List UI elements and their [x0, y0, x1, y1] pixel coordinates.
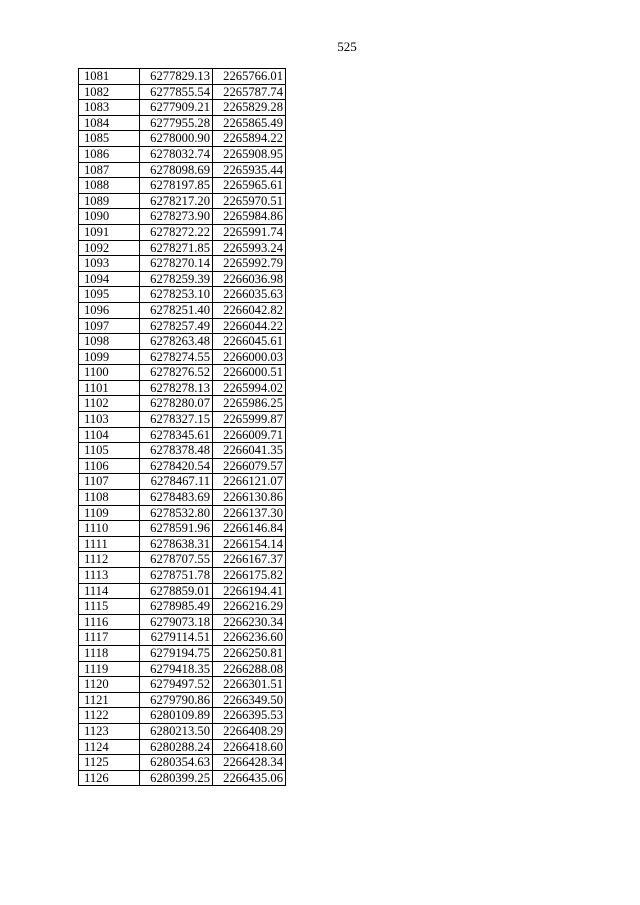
table-row [79, 505, 286, 521]
x-coordinate-cell: 6278638.31 [140, 536, 213, 552]
point-number-cell: 1091 [79, 224, 140, 240]
table-row [79, 599, 286, 615]
table-row [79, 536, 286, 552]
y-coordinate-cell: 2266349.50 [213, 692, 286, 708]
x-coordinate-cell: 6278751.78 [140, 568, 213, 584]
coordinates-table-body [79, 69, 286, 786]
y-coordinate-cell: 2266435.06 [213, 770, 286, 786]
table-row [79, 365, 286, 381]
x-coordinate-cell: 6278378.48 [140, 443, 213, 459]
x-coordinate-cell: 6278270.14 [140, 256, 213, 272]
x-coordinate-cell: 6278280.07 [140, 396, 213, 412]
table-row [79, 287, 286, 303]
y-coordinate-cell: 2266146.84 [213, 521, 286, 537]
table-row [79, 645, 286, 661]
x-coordinate-cell: 6277855.54 [140, 84, 213, 100]
point-number-cell: 1109 [79, 505, 140, 521]
table-row [79, 458, 286, 474]
point-number-cell: 1081 [79, 69, 140, 85]
y-coordinate-cell: 2265766.01 [213, 69, 286, 85]
point-number-cell: 1111 [79, 536, 140, 552]
point-number-cell: 1085 [79, 131, 140, 147]
point-number-cell: 1087 [79, 162, 140, 178]
table-row [79, 552, 286, 568]
point-number-cell: 1112 [79, 552, 140, 568]
y-coordinate-cell: 2265894.22 [213, 131, 286, 147]
point-number-cell: 1095 [79, 287, 140, 303]
table-row [79, 178, 286, 194]
page-number: 525 [337, 39, 357, 54]
x-coordinate-cell: 6278098.69 [140, 162, 213, 178]
y-coordinate-cell: 2265992.79 [213, 256, 286, 272]
point-number-cell: 1098 [79, 334, 140, 350]
y-coordinate-cell: 2265999.87 [213, 412, 286, 428]
x-coordinate-cell: 6279790.86 [140, 692, 213, 708]
table-row [79, 396, 286, 412]
x-coordinate-cell: 6278707.55 [140, 552, 213, 568]
y-coordinate-cell: 2266236.60 [213, 630, 286, 646]
table-row [79, 677, 286, 693]
point-number-cell: 1124 [79, 739, 140, 755]
point-number-cell: 1096 [79, 302, 140, 318]
point-number-cell: 1110 [79, 521, 140, 537]
point-number-cell: 1108 [79, 490, 140, 506]
table-row [79, 69, 286, 85]
table-row [79, 302, 286, 318]
x-coordinate-cell: 6280213.50 [140, 723, 213, 739]
table-row [79, 661, 286, 677]
point-number-cell: 1093 [79, 256, 140, 272]
table-row [79, 630, 286, 646]
table-row [79, 380, 286, 396]
table-row [79, 84, 286, 100]
x-coordinate-cell: 6278985.49 [140, 599, 213, 615]
point-number-cell: 1103 [79, 412, 140, 428]
y-coordinate-cell: 2266250.81 [213, 645, 286, 661]
x-coordinate-cell: 6278251.40 [140, 302, 213, 318]
table-row [79, 100, 286, 116]
table-row [79, 131, 286, 147]
table-row [79, 334, 286, 350]
y-coordinate-cell: 2266137.30 [213, 505, 286, 521]
point-number-cell: 1099 [79, 349, 140, 365]
point-number-cell: 1117 [79, 630, 140, 646]
x-coordinate-cell: 6278217.20 [140, 193, 213, 209]
point-number-cell: 1082 [79, 84, 140, 100]
point-number-cell: 1101 [79, 380, 140, 396]
x-coordinate-cell: 6278467.11 [140, 474, 213, 490]
point-number-cell: 1086 [79, 146, 140, 162]
x-coordinate-cell: 6279114.51 [140, 630, 213, 646]
x-coordinate-cell: 6278257.49 [140, 318, 213, 334]
point-number-cell: 1115 [79, 599, 140, 615]
y-coordinate-cell: 2265993.24 [213, 240, 286, 256]
table-row [79, 115, 286, 131]
x-coordinate-cell: 6278532.80 [140, 505, 213, 521]
y-coordinate-cell: 2266216.29 [213, 599, 286, 615]
y-coordinate-cell: 2266000.51 [213, 365, 286, 381]
table-row [79, 193, 286, 209]
x-coordinate-cell: 6278345.61 [140, 427, 213, 443]
point-number-cell: 1122 [79, 708, 140, 724]
table-row [79, 770, 286, 786]
y-coordinate-cell: 2266121.07 [213, 474, 286, 490]
x-coordinate-cell: 6279497.52 [140, 677, 213, 693]
y-coordinate-cell: 2266167.37 [213, 552, 286, 568]
table-row [79, 162, 286, 178]
point-number-cell: 1092 [79, 240, 140, 256]
y-coordinate-cell: 2265994.02 [213, 380, 286, 396]
y-coordinate-cell: 2265865.49 [213, 115, 286, 131]
table-row [79, 146, 286, 162]
y-coordinate-cell: 2265986.25 [213, 396, 286, 412]
x-coordinate-cell: 6280354.63 [140, 755, 213, 771]
table-row [79, 349, 286, 365]
x-coordinate-cell: 6278276.52 [140, 365, 213, 381]
point-number-cell: 1118 [79, 645, 140, 661]
x-coordinate-cell: 6278274.55 [140, 349, 213, 365]
point-number-cell: 1102 [79, 396, 140, 412]
y-coordinate-cell: 2265829.28 [213, 100, 286, 116]
y-coordinate-cell: 2266044.22 [213, 318, 286, 334]
table-row [79, 474, 286, 490]
y-coordinate-cell: 2266230.34 [213, 614, 286, 630]
table-row [79, 521, 286, 537]
y-coordinate-cell: 2266000.03 [213, 349, 286, 365]
y-coordinate-cell: 2266130.86 [213, 490, 286, 506]
y-coordinate-cell: 2266194.41 [213, 583, 286, 599]
x-coordinate-cell: 6279418.35 [140, 661, 213, 677]
y-coordinate-cell: 2266154.14 [213, 536, 286, 552]
y-coordinate-cell: 2266045.61 [213, 334, 286, 350]
y-coordinate-cell: 2265787.74 [213, 84, 286, 100]
table-row [79, 224, 286, 240]
y-coordinate-cell: 2266301.51 [213, 677, 286, 693]
table-row [79, 427, 286, 443]
y-coordinate-cell: 2265984.86 [213, 209, 286, 225]
y-coordinate-cell: 2265965.61 [213, 178, 286, 194]
point-number-cell: 1120 [79, 677, 140, 693]
y-coordinate-cell: 2266035.63 [213, 287, 286, 303]
point-number-cell: 1116 [79, 614, 140, 630]
point-number-cell: 1107 [79, 474, 140, 490]
x-coordinate-cell: 6280399.25 [140, 770, 213, 786]
point-number-cell: 1088 [79, 178, 140, 194]
point-number-cell: 1106 [79, 458, 140, 474]
x-coordinate-cell: 6279073.18 [140, 614, 213, 630]
y-coordinate-cell: 2266395.53 [213, 708, 286, 724]
table-row [79, 583, 286, 599]
x-coordinate-cell: 6278253.10 [140, 287, 213, 303]
y-coordinate-cell: 2266041.35 [213, 443, 286, 459]
point-number-cell: 1090 [79, 209, 140, 225]
table-row [79, 739, 286, 755]
y-coordinate-cell: 2266042.82 [213, 302, 286, 318]
x-coordinate-cell: 6278032.74 [140, 146, 213, 162]
y-coordinate-cell: 2266428.34 [213, 755, 286, 771]
y-coordinate-cell: 2266418.60 [213, 739, 286, 755]
x-coordinate-cell: 6278259.39 [140, 271, 213, 287]
table-row [79, 271, 286, 287]
x-coordinate-cell: 6278272.22 [140, 224, 213, 240]
table-row [79, 755, 286, 771]
point-number-cell: 1100 [79, 365, 140, 381]
x-coordinate-cell: 6278483.69 [140, 490, 213, 506]
x-coordinate-cell: 6277829.13 [140, 69, 213, 85]
x-coordinate-cell: 6278327.15 [140, 412, 213, 428]
y-coordinate-cell: 2266036.98 [213, 271, 286, 287]
x-coordinate-cell: 6280109.89 [140, 708, 213, 724]
point-number-cell: 1121 [79, 692, 140, 708]
x-coordinate-cell: 6280288.24 [140, 739, 213, 755]
y-coordinate-cell: 2266175.82 [213, 568, 286, 584]
y-coordinate-cell: 2266408.29 [213, 723, 286, 739]
y-coordinate-cell: 2266079.57 [213, 458, 286, 474]
table-row [79, 568, 286, 584]
y-coordinate-cell: 2265935.44 [213, 162, 286, 178]
point-number-cell: 1084 [79, 115, 140, 131]
x-coordinate-cell: 6278263.48 [140, 334, 213, 350]
point-number-cell: 1094 [79, 271, 140, 287]
x-coordinate-cell: 6278273.90 [140, 209, 213, 225]
x-coordinate-cell: 6278591.96 [140, 521, 213, 537]
coordinates-table [78, 68, 286, 786]
table-row [79, 708, 286, 724]
table-row [79, 209, 286, 225]
point-number-cell: 1125 [79, 755, 140, 771]
x-coordinate-cell: 6277909.21 [140, 100, 213, 116]
table-row [79, 256, 286, 272]
x-coordinate-cell: 6279194.75 [140, 645, 213, 661]
x-coordinate-cell: 6278000.90 [140, 131, 213, 147]
x-coordinate-cell: 6277955.28 [140, 115, 213, 131]
x-coordinate-cell: 6278197.85 [140, 178, 213, 194]
y-coordinate-cell: 2266288.08 [213, 661, 286, 677]
y-coordinate-cell: 2265970.51 [213, 193, 286, 209]
point-number-cell: 1089 [79, 193, 140, 209]
x-coordinate-cell: 6278859.01 [140, 583, 213, 599]
point-number-cell: 1119 [79, 661, 140, 677]
table-row [79, 723, 286, 739]
point-number-cell: 1097 [79, 318, 140, 334]
point-number-cell: 1114 [79, 583, 140, 599]
x-coordinate-cell: 6278278.13 [140, 380, 213, 396]
point-number-cell: 1126 [79, 770, 140, 786]
table-row [79, 614, 286, 630]
table-row [79, 490, 286, 506]
table-row [79, 318, 286, 334]
y-coordinate-cell: 2266009.71 [213, 427, 286, 443]
point-number-cell: 1105 [79, 443, 140, 459]
table-row [79, 443, 286, 459]
x-coordinate-cell: 6278271.85 [140, 240, 213, 256]
point-number-cell: 1113 [79, 568, 140, 584]
table-row [79, 692, 286, 708]
table-row [79, 240, 286, 256]
y-coordinate-cell: 2265908.95 [213, 146, 286, 162]
table-row [79, 412, 286, 428]
x-coordinate-cell: 6278420.54 [140, 458, 213, 474]
point-number-cell: 1123 [79, 723, 140, 739]
y-coordinate-cell: 2265991.74 [213, 224, 286, 240]
point-number-cell: 1104 [79, 427, 140, 443]
point-number-cell: 1083 [79, 100, 140, 116]
